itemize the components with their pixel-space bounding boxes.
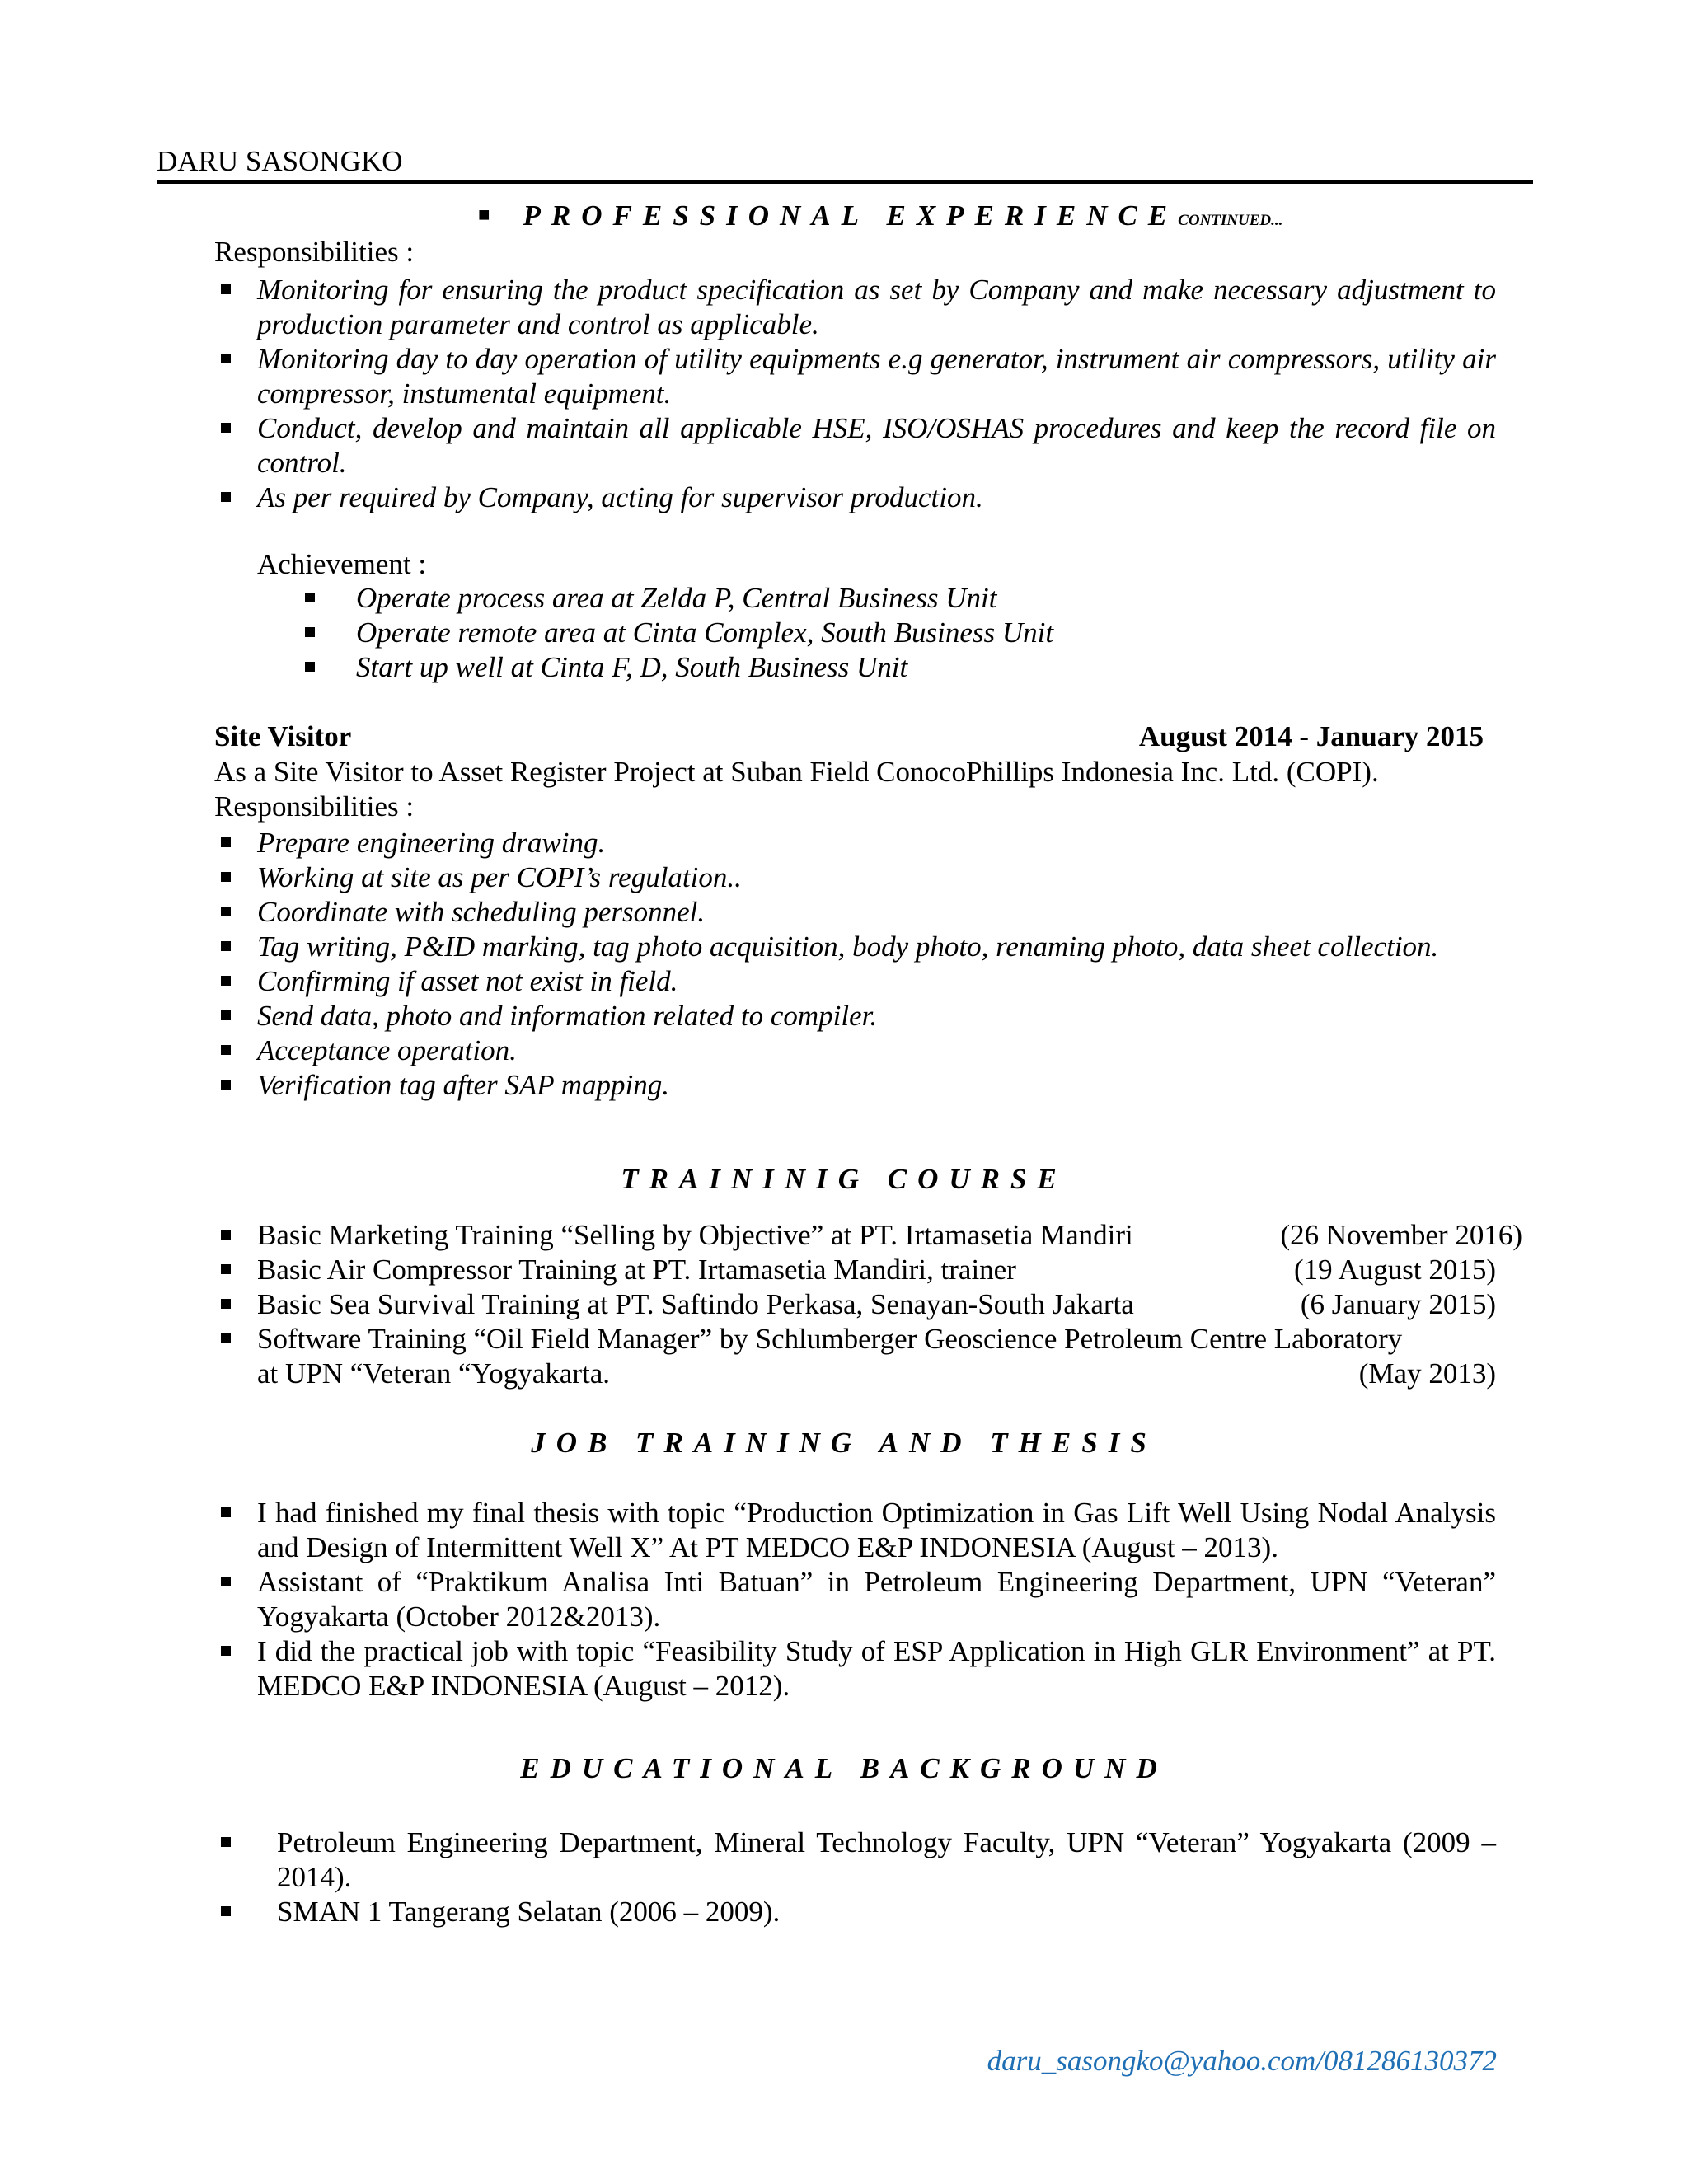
job-period: August 2014 - January 2015	[1138, 720, 1484, 752]
training-name: Basic Air Compressor Training at PT. Irtamasetia Mandiri, trainer	[257, 1254, 1016, 1286]
header-divider	[157, 180, 1533, 184]
list-item: As per required by Company, acting for supervisor production.	[214, 480, 1496, 515]
square-bullet-icon: ■	[478, 204, 490, 226]
training-name: Basic Marketing Training “Selling by Objective” at PT. Irtamasetia Mandiri	[257, 1219, 1133, 1251]
list-item: Monitoring day to day operation of utility equipments e.g generator, instrument air compressors, utility air compressor, instumental equipment.	[214, 342, 1496, 411]
sv-responsibilities-list	[214, 826, 1496, 1103]
list-item	[214, 1322, 1496, 1391]
training-date: (26 November 2016)	[1280, 1219, 1522, 1251]
list-item: Working at site as per COPI’s regulation..	[214, 860, 1496, 895]
footer-contact: daru_sasongko@yahoo.com/081286130372	[987, 2045, 1497, 2077]
list-item: SMAN 1 Tangerang Selatan (2006 – 2009).	[214, 1895, 1496, 1929]
list-item	[214, 1218, 1522, 1253]
section-title-job-training: JOB TRAINING AND THESIS	[531, 1427, 1157, 1459]
list-item: I had finished my final thesis with topic “Production Optimization in Gas Lift Well Using Nodal Analysis and Design of Intermittent Well X” At PT MEDCO E&P INDONESIA (August – 2013).	[214, 1496, 1496, 1565]
education-list	[214, 1825, 1496, 1929]
training-date: (May 2013)	[1358, 1357, 1496, 1390]
section-title-education: EDUCATIONAL BACKGROUND	[520, 1752, 1168, 1784]
list-item: Prepare engineering drawing.	[214, 826, 1496, 860]
training-date: (19 August 2015)	[1294, 1254, 1496, 1286]
list-item: Acceptance operation.	[214, 1033, 1496, 1068]
list-item	[214, 1253, 1496, 1287]
list-item	[214, 1287, 1496, 1322]
section-title-professional-experience	[478, 198, 1282, 238]
list-item: Tag writing, P&ID marking, tag photo acquisition, body photo, renaming photo, data sheet collection.	[214, 930, 1496, 964]
list-item: Operate remote area at Cinta Complex, South Business Unit	[298, 616, 1287, 650]
training-list	[214, 1218, 1522, 1391]
achievements-list	[298, 581, 1287, 685]
list-item: Confirming if asset not exist in field.	[214, 964, 1496, 999]
job-title: Site Visitor	[214, 720, 352, 752]
training-date: (6 January 2015)	[1300, 1288, 1496, 1320]
training-name: Software Training “Oil Field Manager” by Schlumberger Geoscience Petroleum Centre Laboratory	[257, 1323, 1403, 1355]
section-title-training: TRAININIG COURSE	[621, 1163, 1067, 1195]
list-item: Start up well at Cinta F, D, South Business Unit	[298, 650, 1287, 685]
list-item: Petroleum Engineering Department, Mineral Technology Faculty, UPN “Veteran” Yogyakarta (2009 – 2014).	[214, 1825, 1496, 1895]
list-item: Coordinate with scheduling personnel.	[214, 895, 1496, 930]
list-item: Monitoring for ensuring the product specification as set by Company and make necessary adjustment to production parameter and control as applicable.	[214, 273, 1496, 342]
responsibilities-label: Responsibilities :	[214, 790, 415, 823]
list-item: Send data, photo and information related to compiler.	[214, 999, 1496, 1033]
responsibilities-label: Responsibilities :	[214, 236, 415, 268]
list-item: Verification tag after SAP mapping.	[214, 1068, 1496, 1103]
list-item: Operate process area at Zelda P, Central Business Unit	[298, 581, 1287, 616]
professional-experience-title: PROFESSIONAL EXPERIENCE	[523, 199, 1179, 232]
training-name: Basic Sea Survival Training at PT. Saftindo Perkasa, Senayan-South Jakarta	[257, 1288, 1134, 1320]
site-visitor-description: As a Site Visitor to Asset Register Project at Suban Field ConocoPhillips Indonesia Inc. Ltd. (COPI).	[214, 756, 1379, 788]
training-name-continued: at UPN “Veteran “Yogyakarta.	[257, 1357, 610, 1390]
list-item: Assistant of “Praktikum Analisa Inti Batuan” in Petroleum Engineering Department, UPN “Veteran” Yogyakarta (October 2012&2013).	[214, 1565, 1496, 1634]
pe-responsibilities-list	[214, 273, 1496, 515]
header-name: DARU SASONGKO	[157, 145, 403, 177]
job-training-list	[214, 1496, 1496, 1704]
list-item: I did the practical job with topic “Feasibility Study of ESP Application in High GLR Environment” at PT. MEDCO E&P INDONESIA (August – 2012).	[214, 1634, 1496, 1704]
list-item: Conduct, develop and maintain all applicable HSE, ISO/OSHAS procedures and keep the record file on control.	[214, 411, 1496, 480]
site-visitor-heading	[214, 719, 1484, 754]
achievement-label: Achievement :	[257, 548, 427, 580]
continued-label: CONTINUED...	[1178, 212, 1283, 229]
